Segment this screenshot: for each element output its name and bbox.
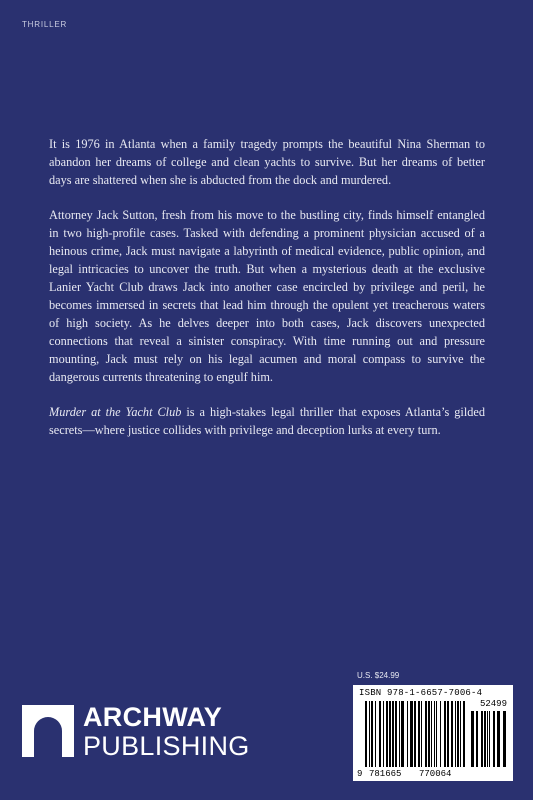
barcode-bars	[353, 685, 513, 781]
barcode-bar	[392, 701, 394, 767]
barcode-bar	[447, 701, 449, 767]
barcode-bar	[379, 701, 381, 767]
barcode-bar	[503, 711, 506, 767]
barcode-bar	[489, 711, 490, 767]
barcode-bar	[493, 711, 495, 767]
barcode-bar	[497, 711, 500, 767]
barcode-bar	[484, 711, 486, 767]
barcode-bar	[401, 701, 404, 767]
publisher-logo-text	[83, 702, 250, 760]
isbn-text: ISBN 978-1-6657-7006-4	[359, 688, 483, 698]
isbn-barcode	[353, 685, 513, 781]
barcode-digit-first: 9	[357, 769, 363, 779]
barcode-bar	[399, 701, 400, 767]
barcode-bar	[369, 701, 370, 767]
barcode-bar	[407, 701, 408, 767]
barcode-bar	[389, 701, 391, 767]
barcode-bar	[421, 701, 422, 767]
blurb-paragraph-2: Attorney Jack Sutton, fresh from his move to the bustling city, finds himself entangled in two high-profile cases. Tasked with defending a prominent physician accused of a heinous crime, Jack must navigate a labyrinth of medical evidence, public opinion, and legal intricacies to uncover the truth. But when a mysterious death at the exclusive Lanier Yacht Club draws Jack into another case encircled by privilege and peril, he becomes immersed in secrets that lead him through the opulent yet treacherous waters of high society. As he delves deeper into both cases, Jack discovers unexpected connections that reveal a sinister conspiracy. With time running out and pressure mounting, Jack must rely on his legal acumen and moral compass to survive the dangerous currents threatening to engulf him.	[49, 208, 485, 384]
barcode-bar	[451, 701, 453, 767]
barcode-bar	[471, 711, 474, 767]
blurb-closing-text: is a high-stakes legal thriller that exposes Atlanta’s gilded secrets—where justice collides with privilege and deception lurks at every turn.	[49, 405, 485, 437]
barcode-bar	[481, 711, 483, 767]
barcode-bar	[395, 701, 397, 767]
barcode-bar	[431, 701, 432, 767]
barcode-bar	[457, 701, 459, 767]
publisher-name-line1: ARCHWAY	[83, 702, 223, 732]
barcode-bar	[487, 711, 488, 767]
barcode-bar	[418, 701, 420, 767]
blurb-paragraph-3	[49, 403, 485, 439]
barcode-bar	[428, 701, 430, 767]
barcode-bar	[463, 701, 465, 767]
barcode-bar	[460, 701, 461, 767]
barcode-bar	[371, 701, 373, 767]
genre-label: THRILLER	[22, 20, 68, 29]
barcode-bar	[375, 701, 376, 767]
barcode-bar	[410, 701, 413, 767]
barcode-digits-left: 781665	[369, 769, 402, 779]
barcode-bar	[425, 701, 427, 767]
blurb-paragraph-1: It is 1976 in Atlanta when a family tragedy prompts the beautiful Nina Sherman to abandon her dreams of college and clean yachts to survive. But her dreams of better days are shattered when she is abducted from the dock and murdered.	[49, 137, 485, 187]
barcode-bar	[444, 701, 446, 767]
barcode-bar	[386, 701, 388, 767]
barcode-bar	[436, 701, 437, 767]
barcode-bar	[455, 701, 456, 767]
barcode-bar	[414, 701, 416, 767]
archway-logo-icon	[22, 705, 74, 757]
barcode-bar	[476, 711, 478, 767]
barcode-digits-right: 770064	[419, 769, 452, 779]
back-cover-blurb	[49, 135, 485, 456]
price-label: U.S. $24.99	[357, 671, 400, 680]
book-title-italic: Murder at the Yacht Club	[49, 405, 182, 419]
price-code-text: 52499	[479, 699, 507, 709]
barcode-bar	[383, 701, 384, 767]
barcode-bar	[365, 701, 367, 767]
barcode-bar	[434, 701, 435, 767]
publisher-name-line2: PUBLISHING	[83, 731, 250, 761]
barcode-bar	[440, 701, 441, 767]
